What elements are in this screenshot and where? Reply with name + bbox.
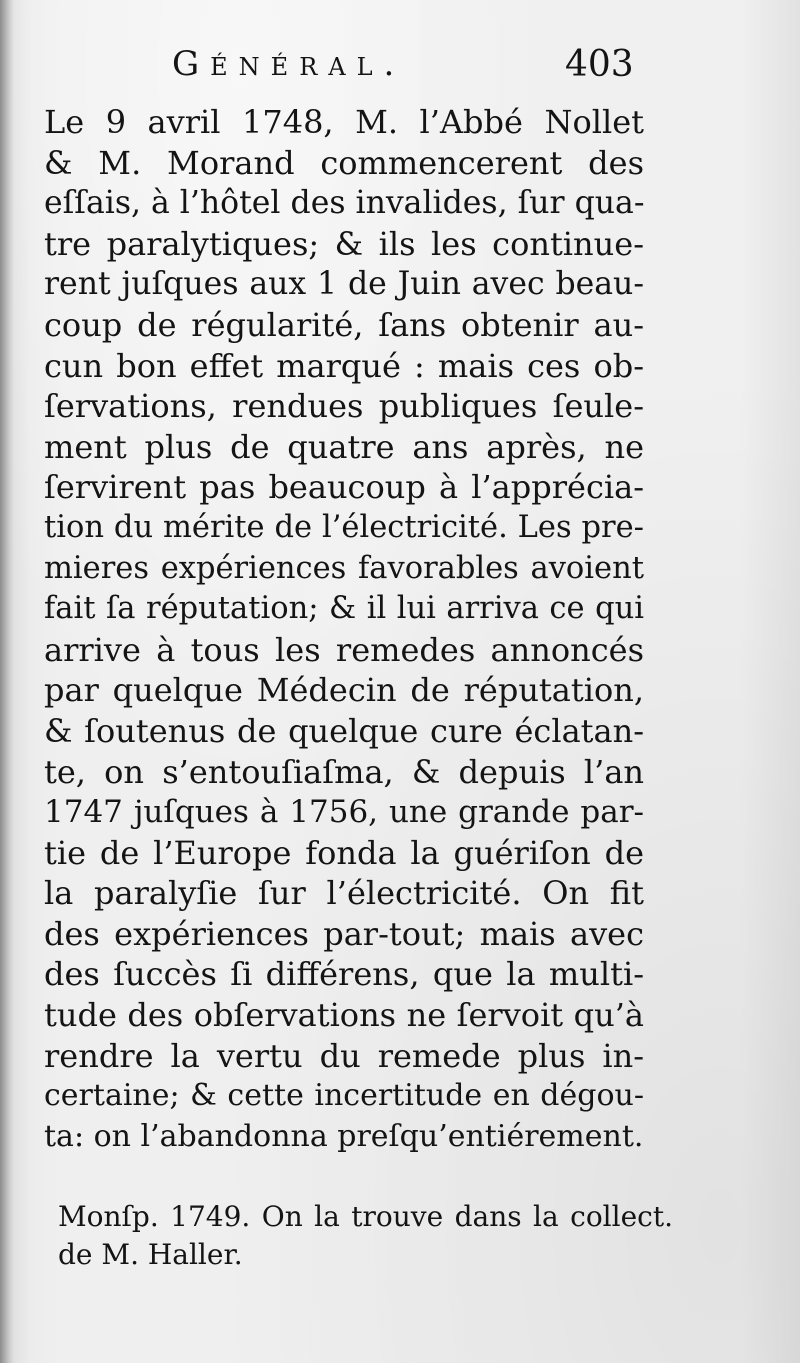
- text-line: des expériences par-tout; mais avec: [44, 914, 644, 953]
- text-line: 1747 juſques à 1756, une grande par-: [44, 794, 644, 831]
- text-line: des ſuccès ſi différens, que la multi-: [44, 955, 644, 994]
- text-line: arrive à tous les remedes annoncés: [44, 630, 644, 669]
- text-line: Le 9 avril 1748, M. l’Abbé Nollet: [44, 103, 644, 141]
- text-line: rendre la vertu du remede plus in-: [44, 1036, 644, 1075]
- text-line: par quelque Médecin de réputation,: [44, 671, 644, 710]
- page-header: [0, 40, 800, 100]
- text-line: certaine; & cette incertitude en dégou-: [44, 1078, 644, 1114]
- page-gutter-shadow: [0, 0, 14, 1363]
- main-paragraph: [44, 102, 644, 1157]
- text-line: fait ſa réputation; & il lui arriva ce qui: [44, 591, 644, 627]
- footnote-line: de M. Haller.: [58, 1238, 243, 1271]
- page-number: 403: [565, 44, 634, 85]
- text-line: ſervations, rendues publiques ſeule-: [44, 387, 644, 426]
- text-line: & M. Morand commencerent des: [44, 143, 644, 182]
- text-line: tie de l’Europe fonda la guériſon de: [44, 833, 644, 872]
- running-head: Général.: [172, 44, 406, 84]
- text-line: mieres expériences favorables avoient: [44, 550, 644, 586]
- text-line: te, on s’entouſiaſma, & depuis l’an: [44, 752, 644, 791]
- text-line: tude des obſervations ne ſervoit qu’à: [44, 996, 644, 1035]
- footnote-line: Monſp. 1749. On la trouve dans la collect.: [58, 1200, 673, 1233]
- text-line: ta: on l’abandonna preſqu’entiérement.: [44, 1118, 644, 1154]
- text-line: la paralyſie ſur l’électricité. On fit: [44, 874, 644, 913]
- text-line: rent juſques aux 1 de Juin avec beau-: [44, 266, 644, 303]
- text-line: coup de régularité, ſans obtenir au-: [44, 305, 644, 344]
- text-line: ſervirent pas beaucoup à l’apprécia-: [44, 468, 644, 507]
- text-line: eſſais, à l’hôtel des invalides, ſur qua-: [44, 185, 644, 222]
- text-line: ment plus de quatre ans après, ne: [44, 427, 644, 466]
- text-line: & ſoutenus de quelque cure éclatan-: [44, 711, 644, 750]
- footnote: [58, 1198, 673, 1274]
- text-line: cun bon effet marqué : mais ces ob-: [44, 346, 644, 385]
- text-line: tre paralytiques; & ils les continue-: [44, 224, 644, 263]
- text-line: tion du mérite de l’électricité. Les pre-: [44, 509, 644, 545]
